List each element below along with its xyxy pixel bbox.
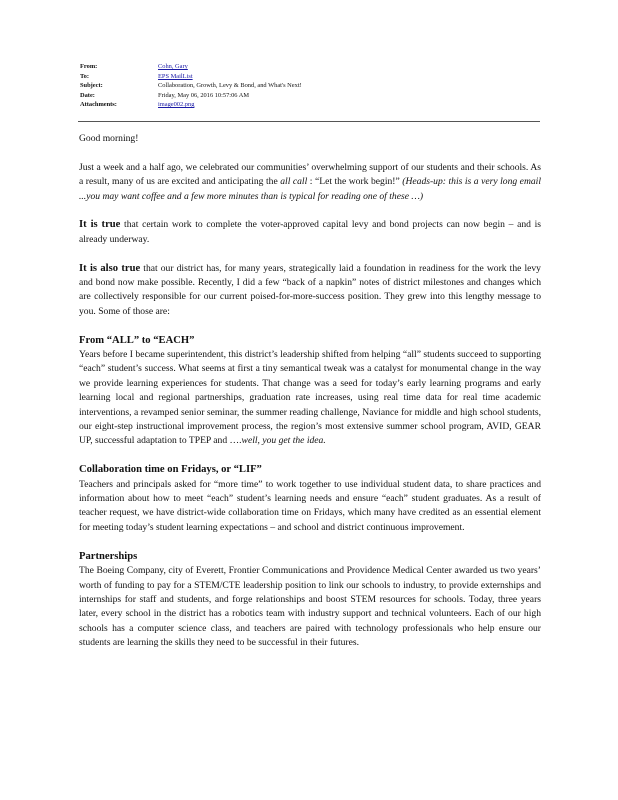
it-is-true-paragraph	[79, 218, 541, 247]
subject-value: Collaboration, Growth, Levy & Bond, and What's Next!	[158, 82, 302, 90]
collaboration-section	[79, 463, 541, 535]
attachments-label: Attachments:	[80, 101, 117, 109]
email-body	[79, 132, 541, 665]
intro-paragraph	[79, 161, 541, 204]
attachments-row	[80, 100, 540, 110]
partnerships-section	[79, 550, 541, 651]
all-to-each-section	[79, 334, 541, 449]
to-row	[80, 72, 540, 82]
greeting: Good morning!	[79, 133, 139, 144]
also-true-lead: It is also true	[79, 262, 141, 274]
date-row	[80, 91, 540, 101]
attachment-link[interactable]: image002.png	[158, 101, 195, 109]
it-is-true-lead: It is true	[79, 219, 121, 231]
also-true-paragraph	[79, 262, 541, 320]
partnerships-heading: Partnerships	[79, 550, 138, 562]
subject-row	[80, 81, 540, 91]
collaboration-heading: Collaboration time on Fridays, or “LIF”	[79, 464, 262, 476]
subject-label: Subject:	[80, 82, 103, 90]
intro-quote: : “Let the work begin!”	[307, 176, 400, 188]
date-label: Date:	[80, 91, 95, 99]
also-true-text: that our district has, for many years, strategically laid a foundation in readiness for the work the levy and bond now make possible. Recently, I did a few “back of a napkin” notes of district milestones and changes which are collectively responsible for our current poised-for-more-success position. They grew into this lengthy message to you. Some of those are:	[79, 262, 541, 317]
collaboration-text: Teachers and principals asked for “more time” to work together to use individual student data, to share practices and information about how to meet “each” student’s learning needs and ensure “each” student graduates. As a result of teacher request, we have district-wide collaboration time on Fridays, which many have credited as an essential element for meeting today’s student learning expectations – and school and district continuous improvement.	[79, 478, 541, 533]
intro-all-call: all call	[280, 176, 308, 188]
all-to-each-tail: well, you get the idea.	[241, 435, 326, 447]
from-row	[80, 62, 540, 72]
to-label: To:	[80, 72, 89, 80]
from-link[interactable]: Cohn, Gary	[158, 63, 188, 70]
all-to-each-heading: From “ALL” to “EACH”	[79, 334, 195, 346]
to-link[interactable]: EPS MailList	[158, 72, 193, 80]
intro-note: (Heads-up: this is a very long email ...you may want coffee and a few more minutes than is typical for reading one of these …)	[79, 176, 541, 202]
partnerships-text: The Boeing Company, city of Everett, Frontier Communications and Providence Medical Center awarded us two years’ worth of funding to pay for a STEM/CTE leadership position to link our schools to industry, to provide externships and internships for staff and students, and forge relationships and boost STEM resources for schools. Today, three years later, every school in the district has a robotics team with industry support and technical volunteers. Each of our high schools has a computer science class, and teachers are paired with technology professionals who help ensure our students are learning the skills they need to be successful in their futures.	[79, 565, 541, 649]
from-label: From:	[80, 63, 98, 70]
date-value: Friday, May 06, 2016 10:57:06 AM	[158, 91, 250, 99]
email-header	[80, 62, 540, 110]
header-divider	[78, 121, 540, 122]
all-to-each-text: Years before I became superintendent, this district’s leadership shifted from helping “all” students succeed to supporting “each” student’s success. What seems at first a tiny semantical tweak was a catalyst for monumental change in the way we provide learning experiences for students. That change was a seed for today’s early learning programs and early learning local and regional partnerships, graduation rate increases, using real time data for real time academic interventions, a revamped senior seminar, the summer reading challenge, Naviance for middle and high school students, our eight-step instructional improvement process, the region’s most extensive summer school program, AVID, GEAR UP, successful adaptation to TPEP and ….	[79, 349, 541, 447]
intro-main: Just a week and a half ago, we celebrated our communities’ overwhelming support of our students and their schools. As a result, many of us are excited and anticipating the	[79, 161, 541, 188]
it-is-true-text: that certain work to complete the voter-approved capital levy and bond projects can now begin – and is already underway.	[79, 219, 541, 245]
